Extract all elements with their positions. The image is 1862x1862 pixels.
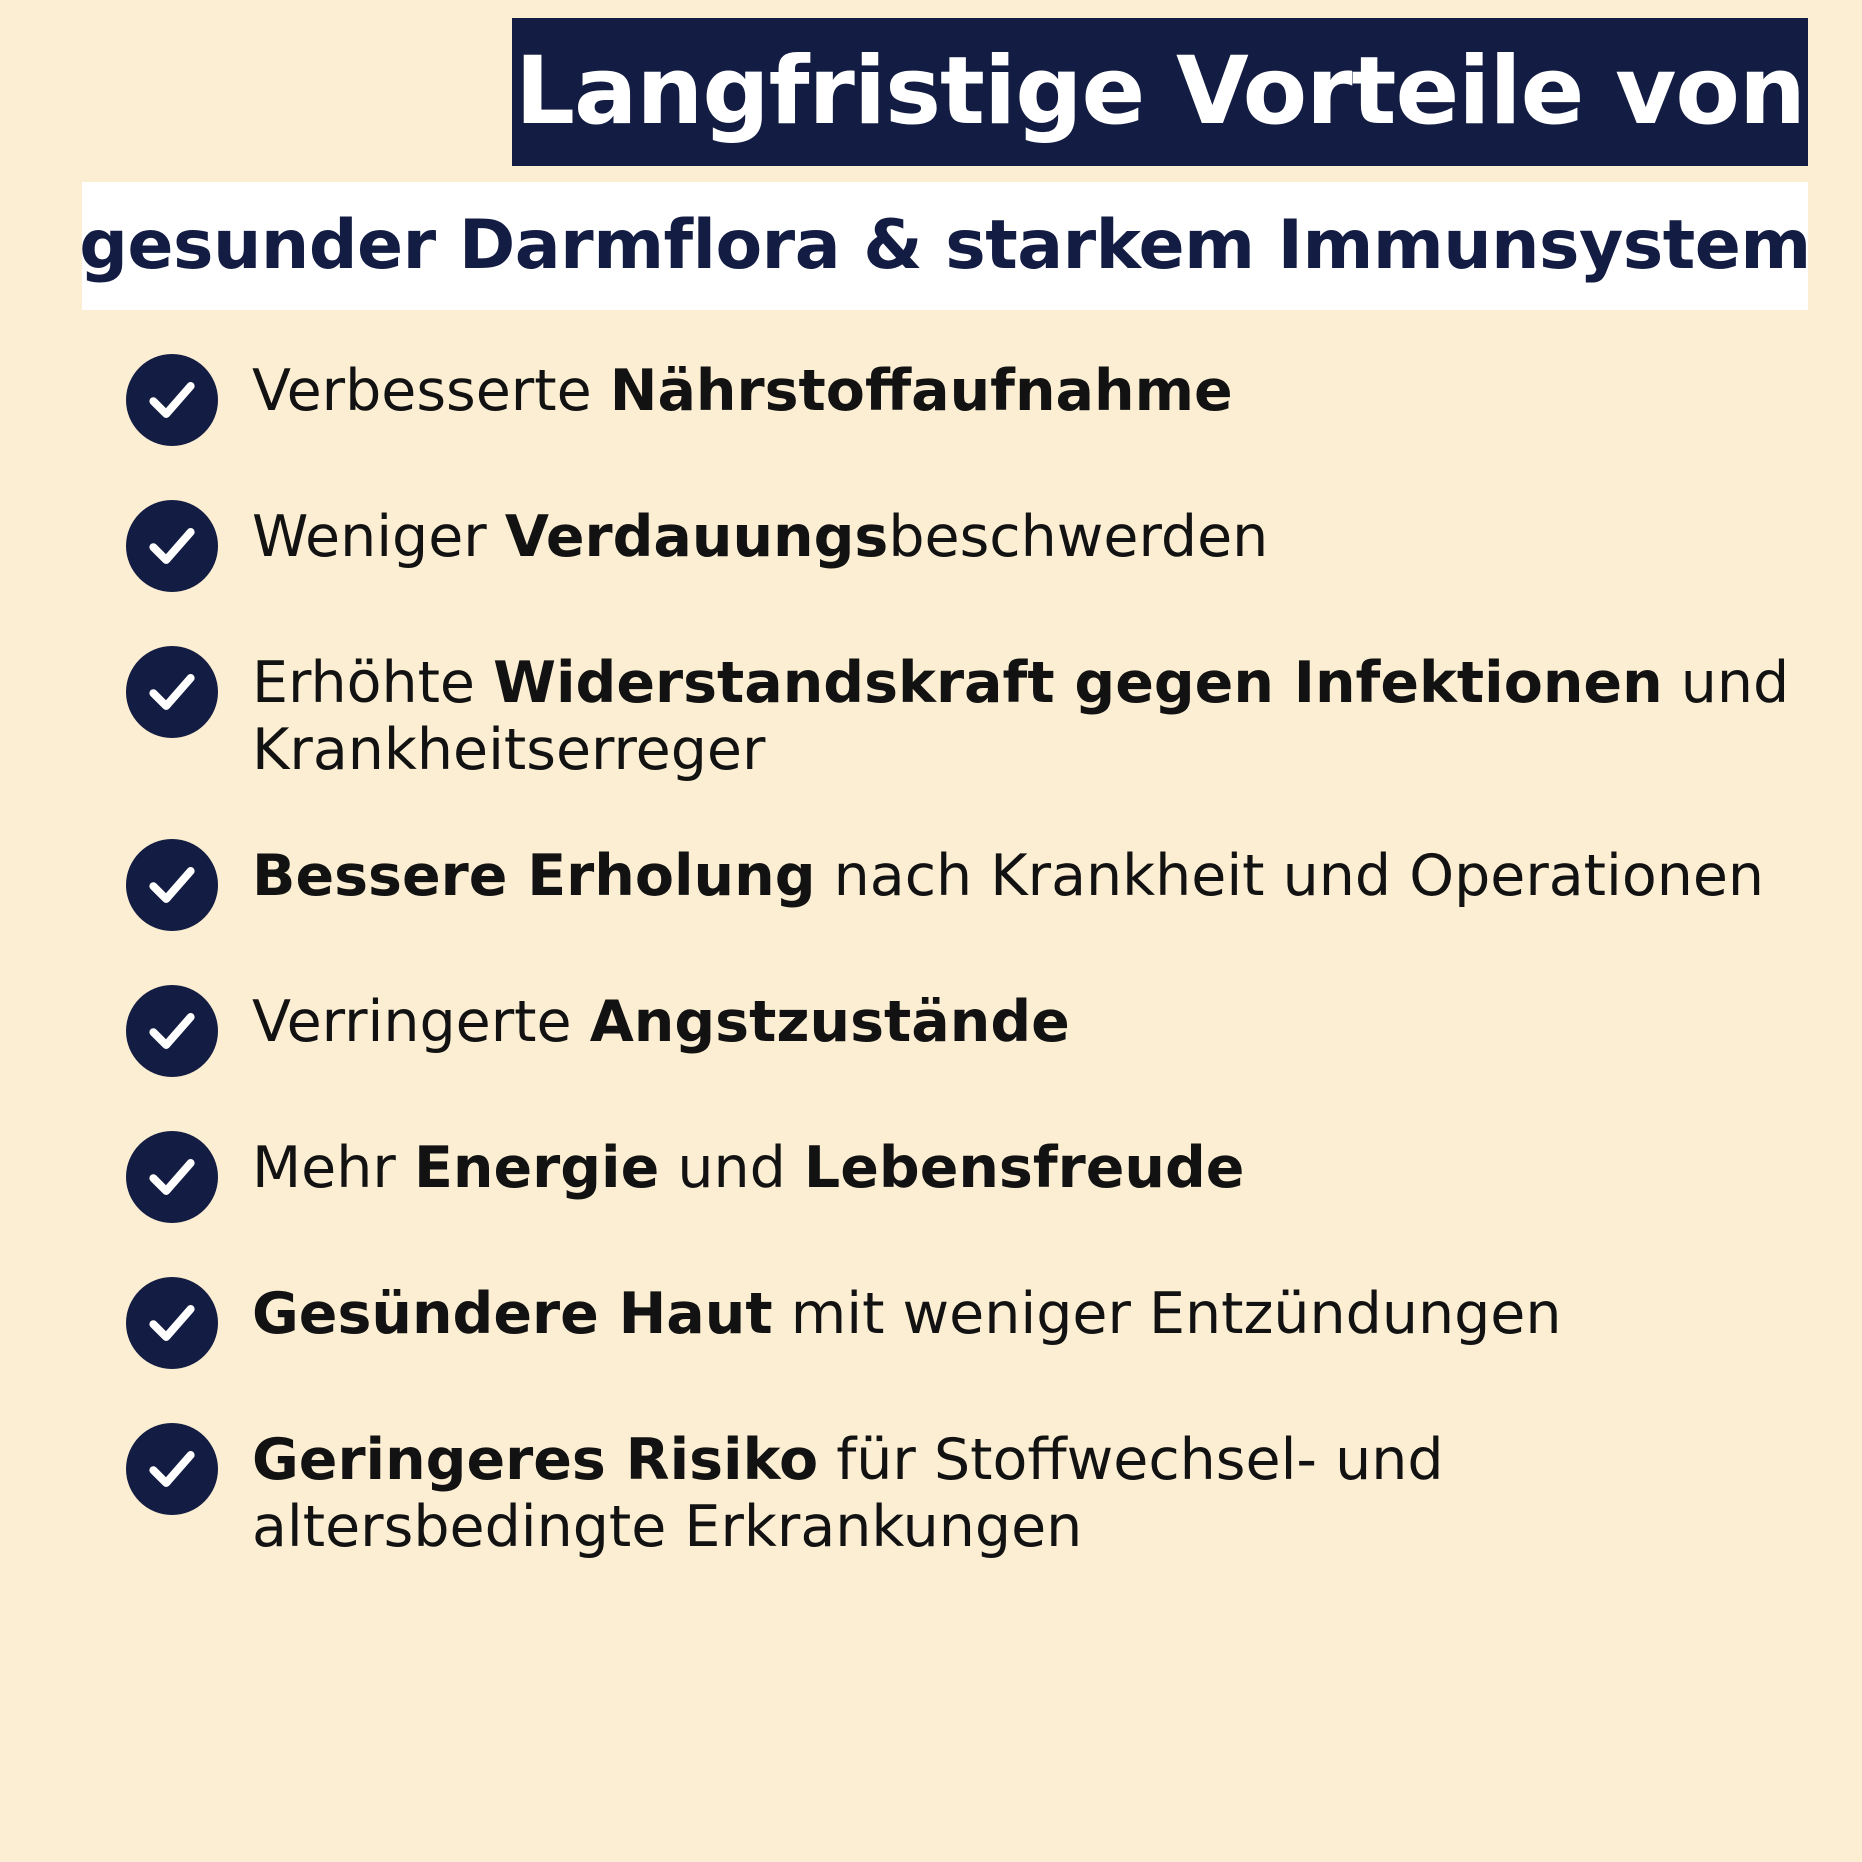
benefit-highlight: Widerstandskraft gegen Infektionen [493, 650, 1663, 716]
check-circle-icon [126, 839, 218, 931]
check-circle-icon [126, 1131, 218, 1223]
benefit-item [126, 644, 1816, 785]
benefit-label [252, 352, 1233, 425]
benefit-item [126, 1275, 1816, 1369]
benefit-plain: Mehr [252, 1134, 414, 1201]
benefit-plain: Verbesserte [252, 358, 610, 424]
benefit-label [252, 498, 1268, 571]
benefit-plain: und [659, 1134, 804, 1201]
benefits-list [126, 352, 1816, 1613]
benefit-item [126, 352, 1816, 446]
check-circle-icon [126, 354, 218, 446]
benefit-highlight: Gesündere Haut [252, 1280, 773, 1347]
benefit-item [126, 1129, 1816, 1223]
benefit-highlight: Energie [413, 1134, 660, 1201]
benefit-label [252, 983, 1070, 1056]
benefit-plain: Weniger [252, 504, 505, 570]
title-banner [512, 18, 1808, 166]
page-title: Langfristige Vorteile von [515, 37, 1805, 146]
page-subtitle: gesunder Darmflora & starkem Immunsystem [79, 206, 1811, 285]
check-circle-icon [126, 646, 218, 738]
benefit-highlight: Lebensfreude [803, 1134, 1245, 1201]
benefit-label [252, 837, 1764, 910]
benefit-highlight: Angstzustände [589, 988, 1070, 1055]
benefit-item [126, 1421, 1816, 1562]
benefit-highlight: Verdauungs [504, 504, 889, 570]
check-circle-icon [126, 985, 218, 1077]
benefit-label [252, 1275, 1561, 1348]
benefit-highlight: Geringeres Risiko [252, 1426, 819, 1493]
subtitle-banner [79, 182, 1811, 310]
benefit-label [252, 1421, 1812, 1562]
benefit-plain: beschwerden [888, 504, 1269, 570]
benefit-label [252, 1129, 1244, 1202]
benefit-plain: nach Krankheit und Operationen [815, 842, 1765, 909]
benefit-label [252, 644, 1812, 785]
check-circle-icon [126, 1423, 218, 1515]
benefit-item [126, 837, 1816, 931]
benefit-item [126, 498, 1816, 592]
benefit-highlight: Nährstoffaufnahme [609, 358, 1233, 424]
check-circle-icon [126, 500, 218, 592]
benefit-plain: Verringerte [252, 988, 590, 1055]
benefit-plain: mit weniger Entzündungen [772, 1280, 1562, 1347]
check-circle-icon [126, 1277, 218, 1369]
benefit-plain: Erhöhte [252, 650, 494, 716]
benefit-plain: für Stoffwechsel- und altersbedingte Erkrankungen [252, 1426, 1444, 1560]
benefit-item [126, 983, 1816, 1077]
benefit-highlight: Bessere Erholung [252, 842, 816, 909]
benefit-plain: und Krankheitserreger [252, 650, 1790, 784]
